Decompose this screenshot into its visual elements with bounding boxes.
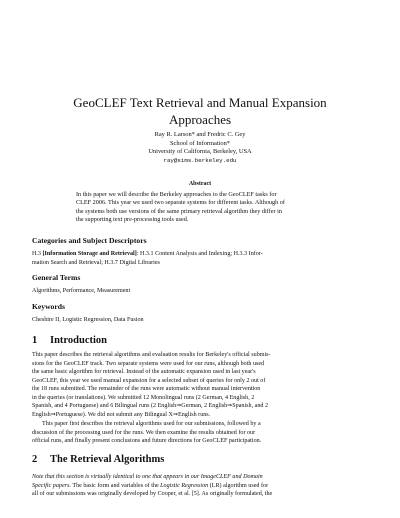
keywords-text: Cheshire II, Logistic Regression, Data Fusion [32,317,144,323]
paragraph-text: (LR) algorithm used for [208,482,269,489]
author-affiliation-school: School of Information* [170,139,230,147]
paragraph-line: the same basic algorithm for retrieval. Instead of the automatic expansion used in last year's [32,369,256,375]
keywords-heading: Keywords [32,302,65,311]
paragraph-line: Note that this section is virtually identical to one that appears in our ImageCLEF and Domain [32,474,263,480]
categories-heading: Categories and Subject Descriptors [32,236,147,245]
abstract-line: CLEF 2006. This year we used two separate systems for different tasks. Although of [76,199,285,207]
abstract-text [76,191,326,225]
paragraph-line: official runs, and finally present conclusions and future directions for GeoCLEF participation. [32,438,262,444]
title-line-2: Approaches [168,112,232,127]
paragraph-line: English⇒Portuguese). We did not submit any Bilingual X⇒English runs. [32,411,211,418]
paper-title [40,94,360,128]
abstract-line: the systems both use versions of the same primary retrieval algorithm they differ in [76,207,282,215]
abstract-heading: Abstract [188,181,212,187]
general-terms-heading: General Terms [32,273,81,282]
paragraph-line: Spanish, and 4 Portuguese) and 6 Bilingual runs (2 English⇒German, 2 English⇒Spanish, and 2 [32,403,268,409]
paragraph-line: in the queries (or translations). We submitted 12 Monolingual runs (2 German, 4 English, 2 [32,394,255,401]
categories-prefix: H.3 [32,251,43,257]
author-email: ray@sims.berkeley.edu [163,157,237,165]
section-2-heading [32,454,164,465]
paragraph-line: the 18 runs submitted. The remainder of the runs were automatic without manual intervention [32,386,261,392]
author-block [60,131,340,166]
categories-bold: [Information Storage and Retrieval] [42,251,137,257]
section-1-title: Introduction [50,335,107,346]
section-2-paragraph [32,473,370,499]
abstract-line: the supporting text pre-processing tools used. [76,216,189,224]
categories-text [32,250,370,267]
section-2-title: The Retrieval Algorithms [50,454,165,465]
section-2-number: 2 [32,454,38,465]
section-1-heading [32,335,107,346]
section-1-number: 1 [32,335,38,346]
author-names: Ray R. Larson* and Fredric C. Gey [154,131,246,138]
author-affiliation-university: University of California, Berkeley, USA [148,148,252,156]
paragraph-italic: Logistic Regression [160,482,209,489]
general-terms-text: Algorithms, Performance, Measurement [32,288,131,294]
section-1-paragraph-2 [32,420,370,446]
categories-line1-rest: : H.3.1 Content Analysis and Indexing; H.3.3 Infor- [136,251,263,257]
categories-line2: mation Search and Retrieval; H.3.7 Digital Libraries [32,259,160,266]
paragraph-line: This paper first describes the retrieval algorithms used for our submissions, followed by a [42,421,261,427]
paragraph-line: all of our submissions was originally developed by Cooper, et al. [5]. As originally formulated, the [32,491,273,497]
paragraph-line: This paper describes the retrieval algorithms and evaluation results for Berkeley's official submis- [32,352,271,358]
abstract-line: In this paper we will describe the Berkeley approaches to the GeoCLEF tasks for [76,191,277,198]
paragraph-line: GeoCLEF, this year we used manual expansion for a selected subset of queries for only 2 out of [32,377,266,384]
title-line-1: GeoCLEF Text Retrieval and Manual Expansion [73,95,327,110]
section-1-paragraph-1 [32,351,370,419]
paragraph-line: sions for the GeoCLEF track. Two separate systems were used for our runs, although both used [32,360,265,367]
paragraph-line: discussion of the processing used for the runs. We then examine the results obtained for our [32,429,256,436]
paragraph-italic: Specific papers. [32,482,71,489]
paragraph-text: The basic form and variables of the [70,482,161,489]
